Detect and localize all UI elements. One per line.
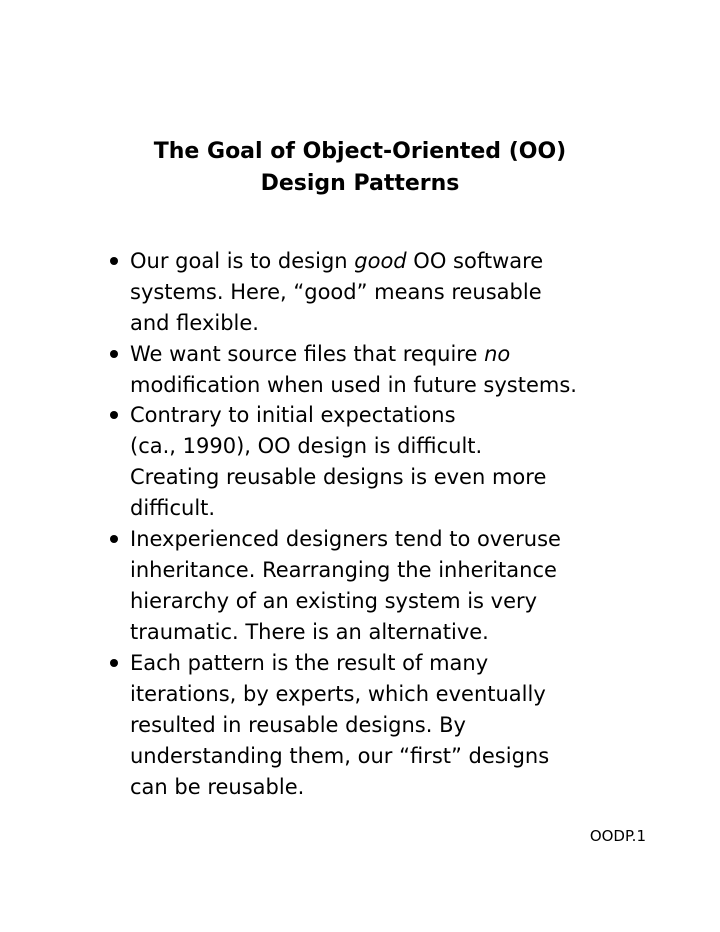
bullet-icon	[110, 257, 118, 265]
text-run: resulted in reusable designs. By	[130, 713, 466, 737]
bullet-5-line-5	[130, 772, 304, 802]
bullet-icon	[110, 350, 118, 358]
bullet-5-line-1	[130, 648, 488, 678]
text-run: can be reusable.	[130, 775, 305, 799]
bullet-3-line-4	[130, 493, 215, 523]
text-run: and flexible.	[130, 311, 259, 335]
bullet-icon	[110, 411, 118, 419]
bullet-2-line-1	[130, 339, 510, 369]
bullet-4-line-2	[130, 555, 557, 585]
bullet-5-line-4	[130, 741, 549, 771]
emphasis-text: no	[484, 342, 511, 366]
text-run: Each pattern is the result of many	[130, 651, 489, 675]
bullet-3-line-3	[130, 462, 546, 492]
text-run: Our goal is to design	[130, 249, 355, 273]
bullet-4-line-1	[130, 524, 561, 554]
bullet-icon	[110, 659, 118, 667]
text-run: hierarchy of an existing system is very	[130, 589, 538, 613]
text-run: OO software	[406, 249, 544, 273]
slide-title-line-1: The Goal of Object-Oriented (OO)	[153, 139, 567, 164]
text-run: Inexperienced designers tend to overuse	[130, 527, 561, 551]
page-number: OODP.1	[589, 827, 646, 845]
text-run: understanding them, our “first” designs	[130, 744, 550, 768]
text-run: We want source files that require	[130, 342, 485, 366]
text-run: modification when used in future systems.	[130, 373, 577, 397]
slide-title-line-2: Design Patterns	[260, 171, 460, 196]
bullet-1-line-3	[130, 308, 259, 338]
text-run: difficult.	[130, 496, 216, 520]
text-run: systems. Here, “good” means reusable	[130, 280, 542, 304]
text-run: (ca., 1990), OO design is difficult.	[130, 434, 483, 458]
text-run: Contrary to initial expectations	[130, 403, 456, 427]
bullet-4-line-4	[130, 617, 489, 647]
emphasis-text: good	[354, 249, 407, 273]
text-run: iterations, by experts, which eventually	[130, 682, 546, 706]
bullet-3-line-1	[130, 400, 456, 430]
bullet-1-line-1	[130, 246, 543, 276]
bullet-5-line-2	[130, 679, 546, 709]
bullet-5-line-3	[130, 710, 466, 740]
bullet-2-line-2	[130, 370, 577, 400]
bullet-1-line-2	[130, 277, 542, 307]
bullet-icon	[110, 535, 118, 543]
bullet-3-line-2	[130, 431, 482, 461]
text-run: traumatic. There is an alternative.	[130, 620, 489, 644]
bullet-4-line-3	[130, 586, 537, 616]
text-run: inheritance. Rearranging the inheritance	[130, 558, 557, 582]
text-run: Creating reusable designs is even more	[130, 465, 547, 489]
